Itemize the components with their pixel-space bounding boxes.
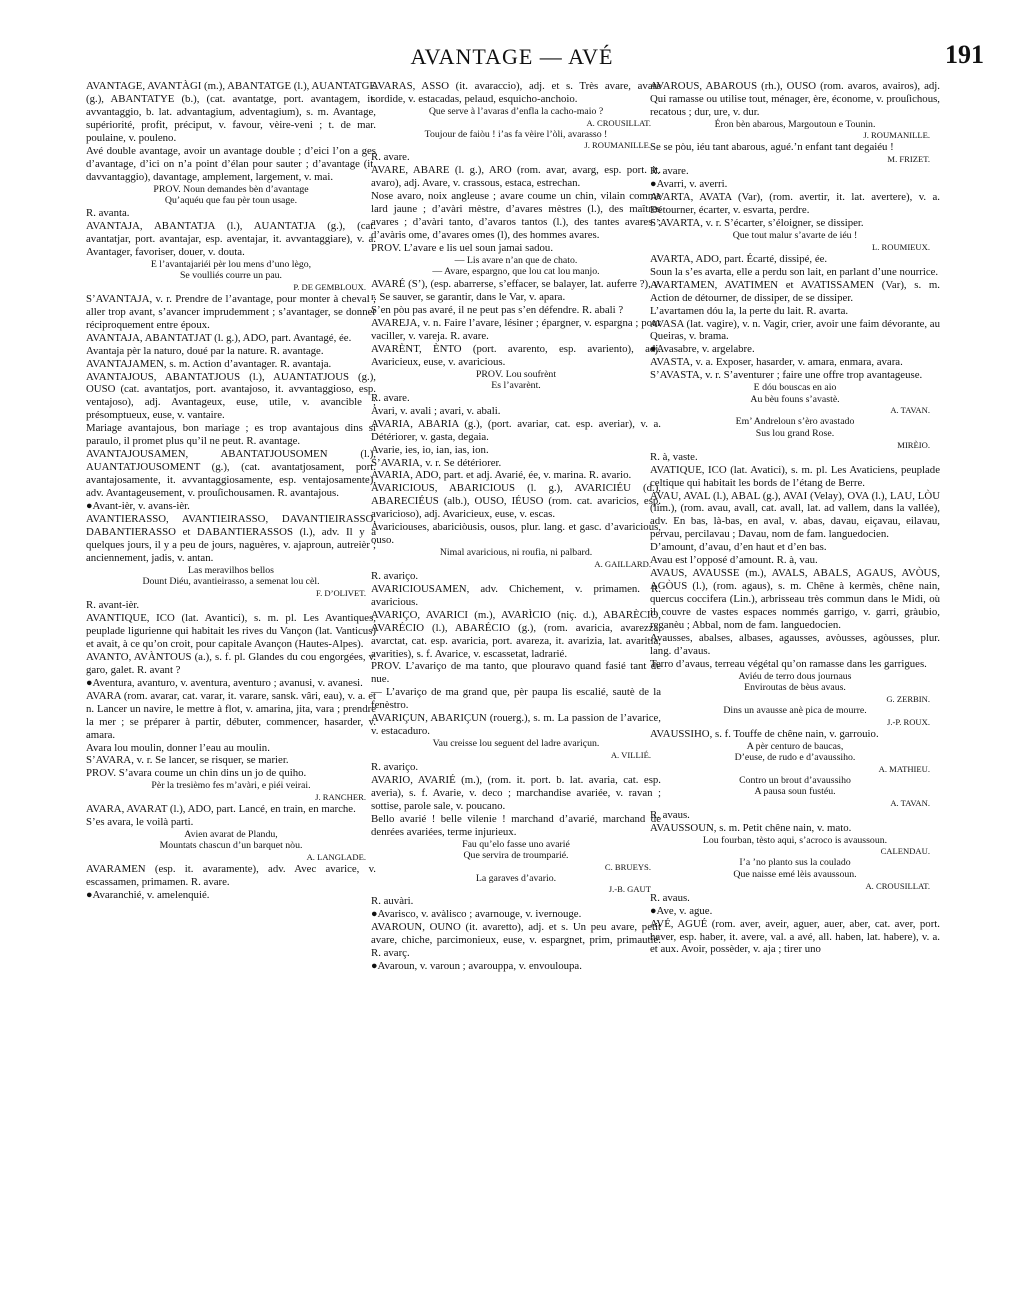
entry-text: R. avare. (371, 151, 410, 164)
entry-text: AVARICIOUSAMEN, adv. Chichement, v. primamen. R. avaricious. (371, 582, 661, 608)
entry-text: ●Avant-ièr, v. avans-ièr. (86, 500, 190, 513)
quotation-line: D’euse, de rudo e d’avaussiho. (734, 752, 856, 764)
entry-text: AVAUS, AVAUSSE (m.), AVALS, ABALS, AGAUS, AVÒUS, AGÒUS (l.), (rom. agaus), s. m. Chêne à kermès, chêne nain, quercus coccifera (Lin.), arbrisseau très commun dans le Midi, où il couvre de vastes espaces nommés garrigo, v. garri, gràubio, reganèu ; Abbal, nom de fam. languedocien. (650, 567, 940, 632)
entry-text: ●Aventura, avanturo, v. aventura, aventuro ; avanusi, v. avanesi. (86, 676, 363, 689)
quotation-line: Em’ Andreloun s’èro avastado (735, 416, 855, 428)
quotation-line: La garaves d’avario. (475, 872, 557, 884)
quotation-line: E dóu bouscas en aio (753, 382, 837, 394)
entry-text: AVARAS, ASSO (it. avaraccio), adj. et s. Très avare, avare sordide, v. estacadas, pelaud, esquicho-anchoio. (371, 80, 661, 105)
quotation-line: Es l’avarènt. (491, 380, 541, 392)
entry-text: S’AVARTA, v. r. S’écarter, s’éloigner, se dissiper. (650, 217, 864, 230)
entry-text: R. auvàri. (371, 895, 414, 908)
entry-text: AVARIO, AVARIÉ (m.), (rom. it. port. b. lat. avaria, cat. esp. averia), s. f. Avarie, v. deco ; marchandise avariée, v. ravan ; sottise, parole sale, v. poucano. (371, 773, 661, 812)
quotation-author: CALENDAU. (880, 846, 930, 857)
quotation-author: A. LANGLADE. (306, 852, 366, 863)
quotation-line: Dount Diéu, avantieirasso, a semenat lou cèl. (142, 576, 320, 588)
entry-text: ●Avarri, v. averri. (650, 178, 728, 191)
quotation-line: Que tout malur s’avarte de iéu ! (732, 230, 858, 242)
entry-text: S’en pòu pas avaré, il ne peut pas s’en défendre. R. abali ? (371, 303, 624, 316)
quotation-author: A. TAVAN. (890, 405, 930, 416)
entry-text: R. avariço. (371, 569, 419, 582)
entry-text: Avariciouses, abariciòusis, ousos, plur. lang. et gasc. d’avaricious, ouso. (371, 521, 661, 547)
entry-text: AVANTAJOUSAMEN, ABANTATJOUSOMEN (l.), AUANTATJOUSOMENT (g.), (cat. avantatjosament, port. avantajosamente, it. avvantaggiosamente, esp. ventajosamente), adv. Avantageusement, v. prouſichousamen. R. avantajous. (86, 448, 376, 500)
quotation-line: Se voulliés courre un pau. (179, 270, 283, 282)
entry-text: AVAUSSOUN, s. m. Petit chêne nain, v. mato. (650, 821, 852, 834)
entry-text: Avau est l’opposé d’amount. R. à, vau. (650, 554, 818, 567)
page-number: 191 (945, 40, 984, 69)
entry-text: R. avariço. (371, 760, 419, 773)
entry-text: S’AVANTAJA, v. r. Prendre de l’avantage, pour monter à cheval ; aller trop avant, s’avancer imprudemment ; s’avantager, se donner réciproquement entre époux. (86, 292, 376, 331)
entry-text: S’AVARIA, v. r. Se détériorer. (371, 456, 502, 469)
entry-text: D’amount, d’avau, d’en haut et d’en bas. (650, 541, 827, 554)
entry-text: Avara lou moulin, donner l’eau au moulin. (86, 741, 270, 754)
quotation-author: MIRÈIO. (897, 439, 930, 450)
quotation-line: PROV. Noun demandes bèn d’avantage (153, 183, 309, 195)
entry-text: AVANTIQUE, ICO (lat. Avantici), s. m. pl. Les Avantiques, peuplade ligurienne qui habitait les rives du Vançon (lat. Vanticus) et avait, à ce qu’on croit, pour capitale Avançon (Hautes-Alpes). (86, 611, 376, 650)
entry-text: AVAROUS, ABAROUS (rh.), OUSO (rom. avaros, avairos), adj. Qui ramasse ou utilise tout, ménager, ère, économe, v. prouſichous, recatous ; dur, ure, v. dur. (650, 80, 941, 118)
quotation-author: J. ROUMANILLE. (584, 140, 651, 151)
entry-text: ●Avaroun, v. varoun ; avarouppa, v. envouloupa. (371, 960, 582, 973)
quotation-author: A. TAVAN. (890, 797, 930, 808)
entry-text: R. avare. (650, 165, 689, 178)
entry-text: R. avaus. (650, 808, 690, 821)
entry-text: AVAROUN, OUNO (it. avaretto), adj. et s. Un peu avare, petit avare, chiche, parcimonieux, euse, v. espargnet, prim, primautié. R. avarç. (371, 921, 661, 960)
entry-text: AVANTAJOUS, ABANTATJOUS (l.), AUANTATJOUS (g.), OUSO (cat. avantatjos, port. avantajoso, it. avvantaggioso, esp. ventajoso), adj. Avantageux, euse, utile, v. avancible ; présomptueux, euse, v. vantaire. (86, 370, 376, 422)
entry-text: AVARÉ (S’), (esp. abarrerse, s’effacer, se balayer, lat. auferre ?), v. r. Se sauver, se garantir, dans le Var, v. apara. (371, 277, 661, 303)
quotation-line: Avien avarat de Plandu, (184, 828, 278, 840)
entry-text: AVAREJA, v. n. Faire l’avare, lésiner ; épargner, v. espargna ; pour vaciller, v. vareja. R. avare. (371, 316, 661, 342)
quotation-line: Pèr la tresièmo fes m’avàri, e piéi veirai. (151, 780, 311, 792)
entry-text: AVAUSSIHO, s. f. Touffe de chêne nain, v. garrouio. (650, 727, 879, 740)
quotation-line: Nimal avaricious, ni roufia, ni palbard. (439, 547, 593, 559)
quotation-line: Contro un brout d’avaussiho (739, 774, 851, 786)
entry-text: AVARTA, ADO, part. Écarté, dissipé, ée. (650, 252, 828, 265)
entry-text: AVAU, AVAL (l.), ABAL (g.), AVAI (Velay), OVA (l.), LAU, LÒU (lim.), (rom. avau, avall, cat. avall, lat. ad vallem, dans la vallée), adv. En bas, là-bas, en aval, v. abas, davau, eiçavau, eilavau, pervau, percilavau ; Davau, nom de fam. languedocien. (650, 489, 940, 541)
entry-text: Se se pòu, iéu tant abarous, agué.’n enfant tant degaiéu ! (650, 141, 894, 154)
quotation-line: Aviéu de terro dous journaus (738, 670, 852, 682)
quotation-line: Dins un avausse anè pica de mourre. (723, 705, 867, 717)
quotation-line: Sus lou grand Rose. (755, 428, 835, 440)
entry-text: AVARTA, AVATA (Var), (rom. avertir, it. lat. avertere), v. a. Détourner, écarter, v. esvarta, perdre. (650, 191, 940, 217)
quotation-author: M. FRIZET. (887, 154, 930, 165)
entry-text: AVANTAGE, AVANTÀGI (m.), ABANTATGE (l.), AUANTATGE (g.), ABANTATYE (b.), (cat. avantatge, port. avantagem, it. avvantaggio, b. lat. advantagium, adventagium), s. m. Avantage, supériorité, profit, préciput, v. favour, vèire-veni ; t. de mar. poulaine, v. pouleno. (86, 80, 376, 144)
page-header (0, 38, 1024, 72)
entry-text: Soun la s’es avarta, elle a perdu son lait, en parlant d’une nourrice. (650, 265, 939, 278)
entry-text: AVANTAJAMEN, s. m. Action d’avantager. R. avantaja. (86, 357, 332, 370)
quotation-author: J. RANCHER. (315, 791, 366, 802)
entry-text: AVARIÇUN, ABARIÇUN (rouerg.), s. m. La passion de l’avarice, v. estacaduro. (371, 712, 661, 738)
entry-text: AVASTA, v. a. Exposer, hasarder, v. amara, enmara, avara. (650, 356, 903, 369)
entry-text: Avantaja pèr la naturo, doué par la nature. R. avantage. (86, 344, 324, 357)
entry-text: AVARA (rom. avarar, cat. varar, it. varare, sansk. vâri, eau), v. a. et n. Lancer un navire, le mettre à flot, v. amarina, jita, vara ; prendre la mer ; se préparer à partir, débuter, commencer, hasarder, v. amara. (86, 689, 376, 741)
entry-text: Nose avaro, noix angleuse ; avare coume un chin, vilain comme lard jaune ; d’avàri mèstre, d’avares mèstres (l.), des maîtres avares ; d’avàri tanto, d’avaros tantos (l.), des tantes avares ; d’avàris ome, d’avares omes (l), des hommes avares. (371, 189, 661, 241)
entry-text: AVANTO, AVÀNTOUS (a.), s. f. pl. Glandes du cou engorgées, v. garo, galet. R. avant ? (86, 650, 376, 676)
quotation-author: P. DE GEMBLOUX. (293, 281, 366, 292)
entry-text: AVARA, AVARAT (l.), ADO, part. Lancé, en train, en marche. (86, 802, 356, 815)
entry-text: PROV. L’avariço de ma tanto, que plouravo quand fasié tant de nue. (371, 660, 661, 686)
quotation-author: A. MATHIEU. (878, 763, 930, 774)
quotation-line: Fau qu’elo fasse uno avarié (462, 838, 570, 850)
entry-text: Bello avarié ! belle vilenie ! marchand d’avarié, marchand de denrées avariées, terme injurieux. (371, 812, 661, 838)
entry-text: AVANTAJA, ABANTATJAT (l. g.), ADO, part. Avantagé, ée. (86, 331, 352, 344)
entry-text: AVARE, ABARE (l. g.), ARO (rom. avar, avarg, esp. port. it. avaro), adj. Avare, v. crassous, estaca, estrechan. (371, 164, 661, 189)
entry-text: S’es avara, le voilà parti. (86, 815, 194, 828)
quotation-line: Vau creisse lou seguent del ladre avariçun. (432, 738, 600, 750)
quotation-line: Que naisse emé lèis avaussoun. (733, 869, 857, 881)
entry-text: PROV. S’avara coume un chin dins un jo de quiho. (86, 767, 307, 780)
entry-text: ●Avasabre, v. argelabre. (650, 343, 755, 356)
entry-text: S’AVASTA, v. r. S’aventurer ; faire une offre trop avantageuse. (650, 369, 923, 382)
quotation-line: PROV. Lou soufrènt (475, 368, 557, 380)
entry-text: ●Avaranchié, v. amelenquié. (86, 888, 210, 901)
entry-text: AVARIÇO, AVARICI (m.), AVARÌCIO (niç. d.), ABARÈCIO, AVARÉCIO (l.), ABARÉCIO (g.), (rom. avaricia, avarezza, avarctat, cat. esp. avaricia, port. avareza, it. avarizia, lat. avaritia, avarities), s. f. Avarice, v. escassetat, ladrarié. (371, 608, 661, 660)
quotation-line: Las meravilhos bellos (188, 564, 274, 576)
entry-text: Avausses, abalses, albases, agausses, avòusses, agòusses, plur. lang. d’avaus. (650, 632, 940, 657)
quotation-line: — Avare, espargno, que lou cat lou manjo. (432, 266, 600, 278)
quotation-author: J.-P. ROUX. (887, 716, 930, 727)
entry-text: R. à, vaste. (650, 450, 698, 463)
quotation-author: A. VILLIÉ. (610, 749, 651, 760)
quotation-author: A. GAILLARD. (594, 558, 651, 569)
quotation-line: Que serve à l’avaras d’enfla la cacho-maio ? (428, 105, 604, 117)
entry-text: Avé double avantage, avoir un avantage double ; d’eici l’on a ges d’avantage, d’ici on n’a point d’élan pour sauter ; d’avantage (it. davvantaggio), davantage, amplement, largement, v. mai. (86, 144, 376, 183)
quotation-author: F. D’OLIVET. (316, 588, 366, 599)
entry-text: Avari, v. avali ; avari, v. abali. (371, 404, 501, 417)
entry-text: AVÉ, AGUÉ (rom. aver, aveir, aguer, auer, aber, cat. aver, port. haver, esp. haber, it. avere, val. a avé, all. haben, lat. habere), v. a. et aux. Avoir, possèder, v. aja ; tirer uno (650, 917, 940, 956)
entry-text: AVANTAJA, ABANTATJA (l.), AUANTATJA (g.), (cat. avantatjar, port. avantajar, esp. aventajar, it. avvantaggiare), v. a. Avantager, favoriser, douer, v. douta. (86, 219, 376, 258)
entry-text: AVARIA, ABARIA (g.), (port. avariar, cat. esp. averiar), v. a. Détériorer, v. gasta, degaia. (371, 417, 661, 443)
entry-text: AVARIA, ADO, part. et adj. Avarié, ée, v. marina. R. avario. (371, 469, 632, 482)
entry-text: AVANTIERASSO, AVANTIEIRASSO, DAVANTIEIRASSO, DABANTIERASSO et DABANTIERASSOS (l.), adv. Il y a quelques jours, il y a peu de jours, naguères, v. ajaproun, autreièr ; anciennement, jadis, v. antan. (86, 513, 376, 564)
quotation-author: J.-B. GAUT (608, 884, 651, 895)
quotation-line: Toujour de faiòu ! i’as fa vèire l’òli, avarasso ! (424, 128, 608, 140)
quotation-line: Au bèu founs s’avastè. (750, 393, 840, 405)
quotation-line: — Lis avare n’an que de chato. (454, 254, 578, 266)
quotation-line: A pèr centuro de baucas, (746, 740, 844, 752)
quotation-author: G. ZERBIN. (886, 694, 930, 705)
quotation-line: Enviroutas de bèus avaus. (744, 682, 846, 694)
entry-text: — L’avariço de ma grand que, pèr paupa lis escalié, sautè de la fenèstro. (371, 686, 661, 712)
entry-text: AVARÈNT, ÈNTO (port. avarento, esp. avariento), adj. Avaricieux, euse, v. avaricious. (371, 342, 661, 368)
quotation-line: A pausa soun fustéu. (754, 786, 836, 798)
entry-text: ●Avarisco, v. avàlisco ; avarnouge, v. ivernouge. (371, 908, 582, 921)
quotation-author: A. CROUSILLAT. (865, 880, 930, 891)
quotation-author: J. ROUMANILLE. (863, 130, 930, 141)
entry-text: R. avanta. (86, 206, 130, 219)
entry-text: AVASA (lat. vagire), v. n. Vagir, crier, avoir une faim dévorante, au Queiras, v. brama. (650, 317, 940, 343)
entry-text: R. avare. (371, 391, 410, 404)
entry-text: AVARICIOUS, ABARICIOUS (l. g.), AVARICIÉU (d.), ABARECIÉUS (alb.), OUSO, IÉUSO (rom. cat. avaricios, esp. avaricioso), adj. Avaricieux, euse, v. escas. (371, 482, 661, 521)
entry-text: Avarie, ies, io, ian, ias, ion. (371, 443, 489, 456)
quotation-line: Lou fourban, tèsto aqui, s’acroco is avaussoun. (702, 834, 888, 846)
quotation-line: Mountats chascun d’un barquet nòu. (159, 840, 303, 852)
quotation-author: A. CROUSILLAT. (586, 117, 651, 128)
column-1 (86, 80, 376, 902)
running-title: AVANTAGE — AVÉ (410, 44, 614, 69)
entry-text: PROV. L’avare e lis uel soun jamai sadou. (371, 241, 554, 254)
quotation-line: E l’avantajariéi pèr lou mens d’uno lègo, (150, 258, 312, 270)
quotation-line: Éron bèn abarous, Margoutoun e Tounin. (714, 118, 876, 130)
entry-text: Mariage avantajous, bon mariage ; es trop avantajous dins si paraulo, il promet plus qu’il ne peut. R. avantage. (86, 422, 376, 448)
entry-text: Terro d’avaus, terreau végétal qu’on ramasse dans les garrigues. (650, 657, 927, 670)
entry-text: L’avartamen dóu la, la perte du lait. R. avarta. (650, 304, 849, 317)
entry-text: R. avant-ièr. (86, 599, 140, 612)
quotation-author: C. BRUEYS. (604, 861, 651, 872)
entry-text: S’AVARA, v. r. Se lancer, se risquer, se marier. (86, 754, 289, 767)
quotation-author: L. ROUMIEUX. (871, 241, 930, 252)
entry-text: AVARTAMEN, AVATIMEN et AVATISSAMEN (Var), s. m. Action de détourner, de dissiper, de se dissiper. (650, 278, 940, 304)
column-3 (650, 80, 940, 956)
quotation-line: Que servira de troumparié. (463, 850, 569, 862)
quotation-line: I’a ’no planto sus la coulado (739, 857, 851, 869)
entry-text: AVARAMEN (esp. it. avaramente), adv. Avec avarice, v. escassamen, primamen. R. avare. (86, 863, 376, 888)
entry-text: AVATIQUE, ICO (lat. Avatici), s. m. pl. Les Avaticiens, peuplade celtique qui habitait les bords de l’étang de Berre. (650, 463, 940, 489)
entry-text: ●Ave, v. ague. (650, 904, 713, 917)
quotation-line: Qu’aquéu que fau pèr toun usage. (164, 195, 298, 207)
column-2 (371, 80, 661, 973)
entry-text: R. avaus. (650, 891, 690, 904)
